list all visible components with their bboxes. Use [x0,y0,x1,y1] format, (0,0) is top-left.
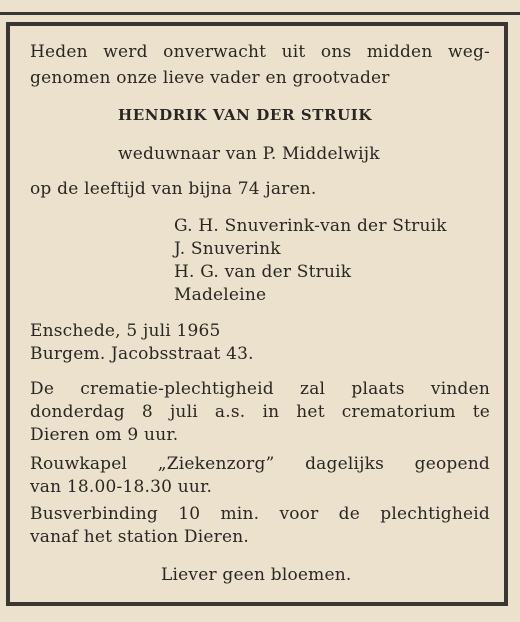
place-date: Enschede, 5 juli 1965 [30,321,221,341]
intro-line-2: genomen onze lieve vader en grootvader [30,68,390,88]
intro-line-1: Heden werd onverwacht uit ons midden weg- [30,42,490,62]
family-member: G. H. Snuverink-van der Struik [174,216,447,236]
cremation-line-1: De crematie-plechtigheid zal plaats vinden [30,379,490,399]
family-member: H. G. van der Struik [174,262,352,282]
family-member: J. Snuverink [174,239,281,259]
chapel-line-1: Rouwkapel „Ziekenzorg” dagelijks geopend [30,454,490,474]
cremation-line-2: donderdag 8 juli a.s. in het crematorium te [30,402,490,422]
cremation-line-3: Dieren om 9 uur. [30,425,179,445]
address: Burgem. Jacobsstraat 43. [30,344,254,364]
bus-line-2: vanaf het station Dieren. [30,527,249,547]
bus-line-1: Busverbinding 10 min. voor de plechtigheid [30,504,490,524]
chapel-line-2: van 18.00-18.30 uur. [30,477,213,497]
family-member: Madeleine [174,285,267,305]
deceased-name: HENDRIK VAN DER STRUIK [118,106,373,124]
closing-line: Liever geen bloemen. [161,565,352,585]
top-rule [0,12,520,15]
age-line: op de leeftijd van bijna 74 jaren. [30,179,317,199]
widower-of: weduwnaar van P. Middelwijk [118,144,380,164]
